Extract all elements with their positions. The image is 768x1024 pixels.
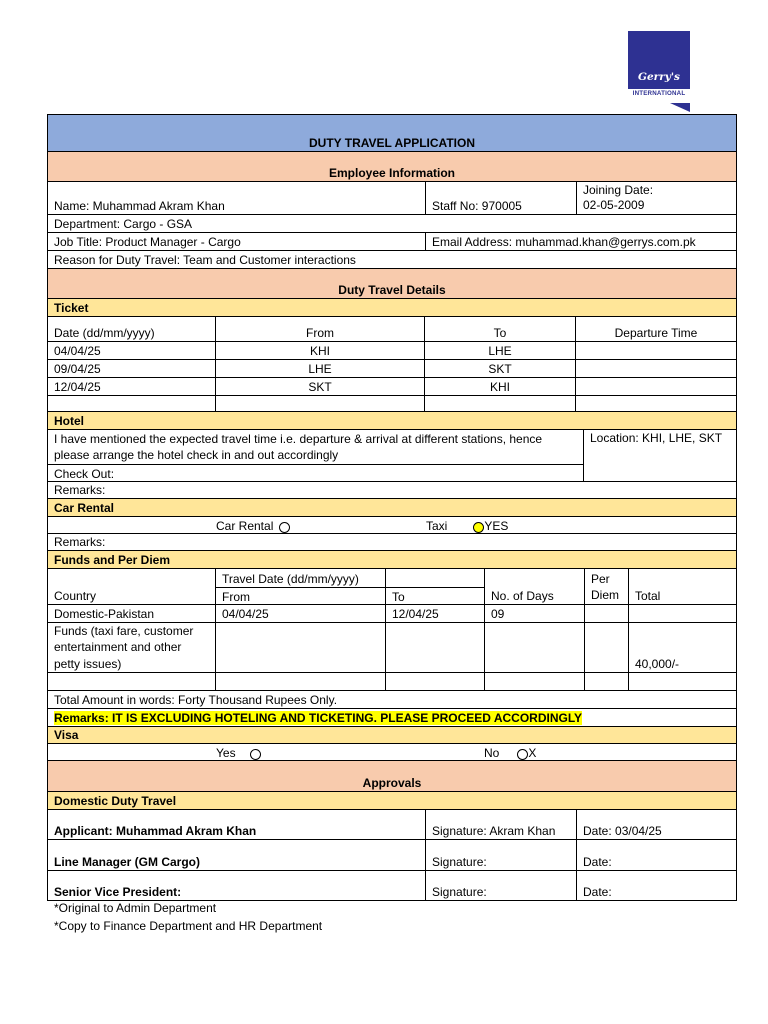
note-admin: *Original to Admin Department: [54, 901, 217, 915]
company-logo: [628, 31, 690, 113]
approval-row: [47, 839, 737, 870]
ticket-col-from: From: [215, 317, 424, 341]
amount-words-row: [47, 690, 737, 708]
taxi-option[interactable]: Taxi YES: [426, 519, 509, 533]
applicant-name: Applicant: Muhammad Akram Khan: [54, 824, 257, 838]
form-title-row: [47, 114, 737, 151]
funds-col-total: Total: [628, 569, 736, 604]
travel-reason: Reason for Duty Travel: Team and Customer interactions: [54, 253, 356, 267]
table-row: [47, 395, 737, 411]
funds-remarks: Remarks: IT IS EXCLUDING HOTELING AND TICKETING. PLEASE PROCEED ACCORDINGLY: [54, 711, 583, 725]
applicant-date: Date: 03/04/25: [576, 810, 736, 839]
logo-subtitle: INTERNATIONAL: [632, 90, 686, 97]
funds-col-travel-date: Travel Date (dd/mm/yyyy): [215, 569, 385, 587]
taxi-radio[interactable]: [473, 522, 484, 533]
employee-info-header: Employee Information: [47, 151, 737, 181]
visa-yes-option[interactable]: Yes: [216, 744, 336, 760]
visa-section: Visa: [47, 726, 737, 743]
ticket-col-departure: Departure Time: [575, 317, 736, 341]
note-finance: *Copy to Finance Department and HR Department: [54, 919, 323, 933]
form-title: DUTY TRAVEL APPLICATION: [308, 136, 475, 150]
hotel-location: Location: KHI, LHE, SKT: [583, 430, 736, 481]
funds-total-value: 40,000/-: [628, 623, 736, 672]
funds-col-per-diem: Per Diem: [584, 569, 629, 604]
department: Department: Cargo - GSA: [54, 217, 193, 231]
table-row: [47, 672, 737, 690]
table-row: Domestic-Pakistan 04/04/25 12/04/25 09: [47, 604, 737, 622]
funds-section: Funds and Per Diem: [47, 550, 737, 568]
table-row: 09/04/25 LHE SKT: [47, 359, 737, 377]
approval-row: [47, 870, 737, 900]
staff-number: Staff No: 970005: [425, 182, 576, 214]
svp-signature: Signature:: [425, 871, 576, 900]
funds-petty-label: Funds (taxi fare, customer entertainment and other petty issues): [54, 623, 194, 671]
visa-no-option[interactable]: No X: [484, 746, 537, 760]
job-title: Job Title: Product Manager - Cargo: [54, 235, 241, 249]
email-address: Email Address: muhammad.khan@gerrys.com.pk: [425, 233, 736, 250]
line-manager-date: Date:: [576, 840, 736, 870]
funds-petty-row: [47, 622, 737, 672]
table-row: 04/04/25 KHI LHE: [47, 341, 737, 359]
funds-col-country: Country: [54, 589, 97, 603]
ticket-col-date: Date (dd/mm/yyyy): [54, 326, 155, 340]
approval-row: [47, 809, 737, 839]
job-title-row: [47, 232, 737, 250]
car-remarks: Remarks:: [54, 535, 106, 549]
logo-brand: Gerry's: [638, 71, 680, 83]
car-remarks-row: [47, 533, 737, 550]
employee-name: Name: Muhammad Akram Khan: [54, 199, 225, 213]
visa-options-row: [47, 743, 737, 760]
hotel-checkout: Check Out:: [54, 467, 115, 481]
approvals-header: Approvals: [47, 760, 737, 791]
visa-yes-radio[interactable]: [250, 749, 261, 760]
travel-details-header: Duty Travel Details: [47, 268, 737, 298]
hotel-remarks: Remarks:: [54, 483, 106, 497]
domestic-duty-section: Domestic Duty Travel: [47, 791, 737, 809]
ticket-section: Ticket: [47, 298, 737, 316]
amount-in-words: Total Amount in words: Forty Thousand Rupees Only.: [54, 693, 338, 707]
line-manager: Line Manager (GM Cargo): [54, 855, 201, 869]
svp-date: Date:: [576, 871, 736, 900]
employee-name-row: [47, 181, 737, 214]
reason-row: [47, 250, 737, 268]
visa-no-radio[interactable]: [517, 749, 528, 760]
joining-date: Joining Date: 02-05-2009: [576, 182, 736, 214]
hotel-remarks-row: [47, 481, 737, 498]
hotel-note: I have mentioned the expected travel time i.e. departure & arrival at different stations, hence please arrange the hotel check in and out accordingly: [54, 432, 543, 462]
car-rental-radio[interactable]: [279, 522, 290, 533]
ticket-col-to: To: [424, 317, 575, 341]
applicant-signature: Signature: Akram Khan: [425, 810, 576, 839]
funds-col-to: To: [385, 587, 485, 605]
funds-remarks-row: [47, 708, 737, 726]
department-row: [47, 214, 737, 232]
funds-col-days: No. of Days: [484, 569, 584, 604]
ticket-header-row: [47, 316, 737, 341]
funds-header-row: [47, 568, 737, 604]
funds-col-from: From: [215, 587, 385, 605]
svp: Senior Vice President:: [54, 885, 182, 899]
hotel-block: [47, 429, 737, 481]
car-options-row: [47, 516, 737, 533]
table-row: 12/04/25 SKT KHI: [47, 377, 737, 395]
line-manager-signature: Signature:: [425, 840, 576, 870]
hotel-section: Hotel: [47, 411, 737, 429]
car-rental-option[interactable]: Car Rental: [216, 517, 336, 533]
car-rental-section: Car Rental: [47, 498, 737, 516]
